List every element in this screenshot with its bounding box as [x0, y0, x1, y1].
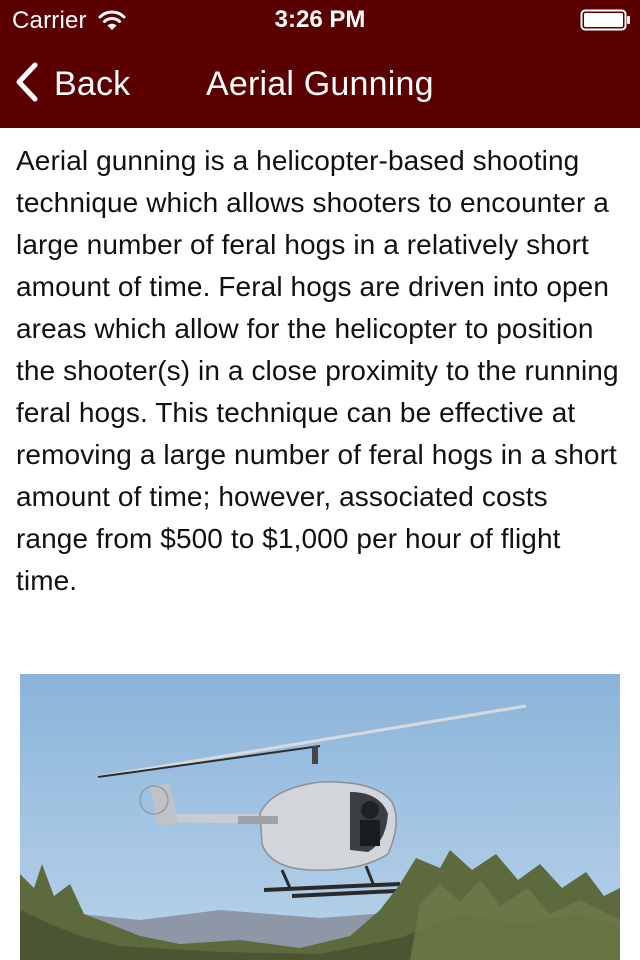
article-paragraph: Aerial gunning is a helicopter-based shooting technique which allows shooters to encounter a large number of feral hogs in a relatively short amount of time. Feral hogs are driven into open areas which allow for the helicopter to position the shooter(s) in a close proximity to the running feral hogs. This technique can be effective at removing a large number of feral hogs in a short amount of time; however, associated costs range from $500 to $1,000 per hour of flight time.: [16, 145, 619, 596]
helicopter-photo: [20, 674, 620, 960]
back-button[interactable]: [14, 62, 130, 106]
back-label: Back: [54, 64, 131, 103]
chevron-left-icon: [14, 61, 54, 108]
status-time: 3:26 PM: [274, 6, 366, 33]
page-title: Aerial Gunning: [206, 65, 434, 103]
article-content: [16, 140, 626, 602]
navigation-bar: [0, 40, 640, 128]
status-bar: [0, 0, 640, 40]
carrier-label: Carrier: [12, 7, 87, 34]
battery-icon: [580, 9, 632, 31]
app-header: [0, 0, 640, 128]
